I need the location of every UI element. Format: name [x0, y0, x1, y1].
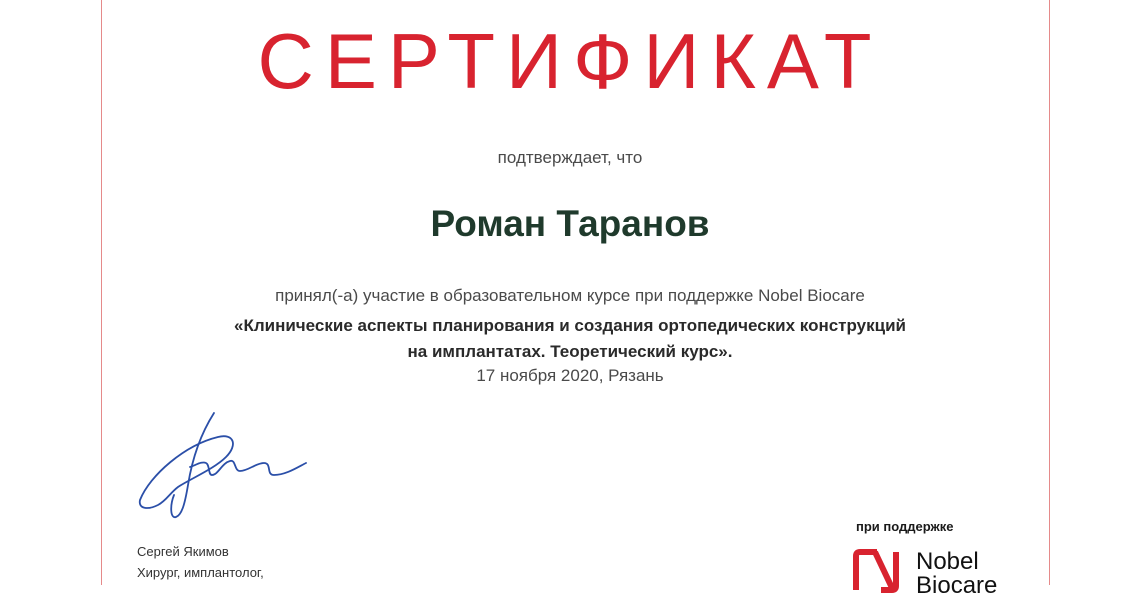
nobel-biocare-logo: [853, 548, 1053, 599]
logo-wordmark: [916, 550, 997, 598]
participation-text: принял(-а) участие в образовательном курсе при поддержке Nobel Biocare: [275, 286, 865, 305]
nobel-biocare-n-icon: [853, 550, 903, 590]
signer-name: Сергей Якимов: [137, 544, 229, 559]
confirms-text: подтверждает, что: [497, 148, 643, 167]
course-title-line-2: на имплантатах. Теоретический курс».: [407, 342, 733, 361]
recipient-name: Роман Таранов: [430, 203, 710, 244]
course-title: [0, 313, 1140, 365]
logo-line-2: Biocare: [916, 572, 998, 599]
certificate-title: СЕРТИФИКАТ: [257, 17, 883, 105]
support-label: при поддержке: [856, 519, 954, 534]
date-place: 17 ноября 2020, Рязань: [476, 366, 664, 385]
handwritten-signature: [130, 405, 315, 525]
signer-role: Хирург, имплантолог,: [137, 565, 264, 580]
course-title-line-1: «Клинические аспекты планирования и создания ортопедических конструкций: [234, 316, 906, 335]
logo-line-1: Nobel: [916, 548, 979, 575]
